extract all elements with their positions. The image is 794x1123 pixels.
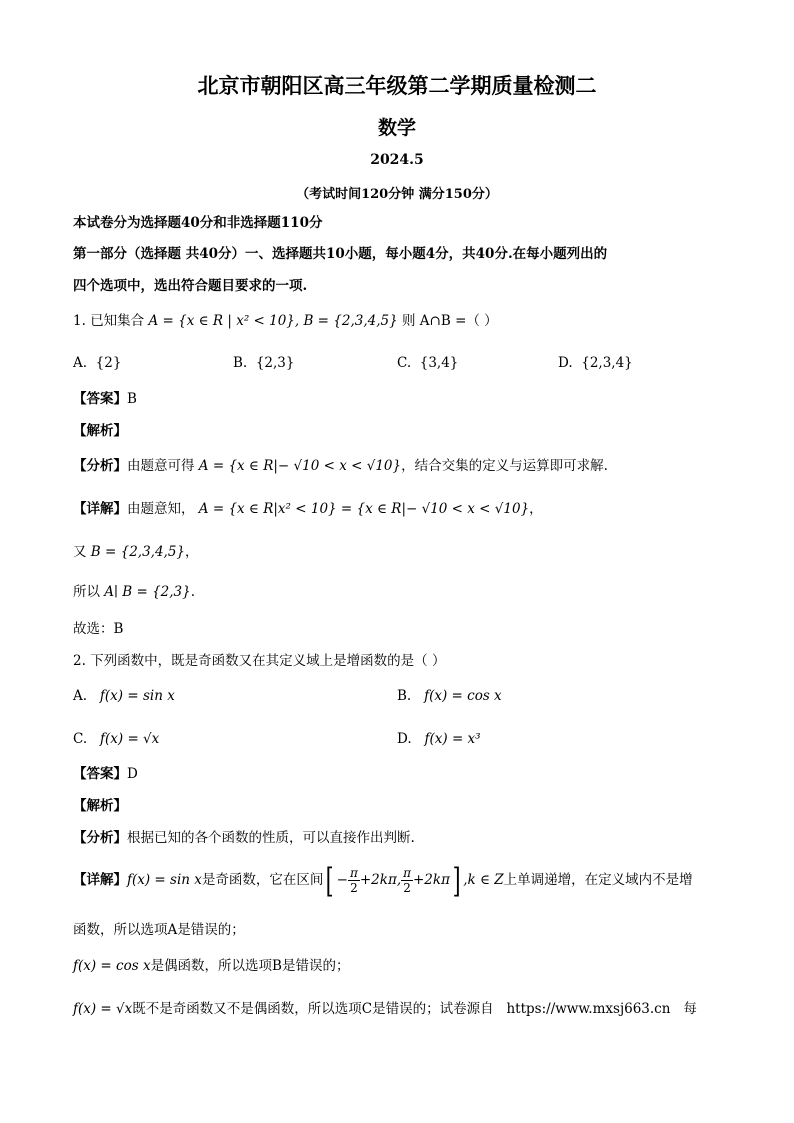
q1-detail-math: A = {x ∈ R|x² < 10} = {x ∈ R|− √10 < x < √10} <box>198 501 530 517</box>
choice-label: 故选： <box>73 621 114 637</box>
q1-stem <box>73 312 498 330</box>
q1-detail <box>73 500 543 518</box>
q1-suoyi-math: A∣ B = {2,3} <box>104 584 191 600</box>
q2-answer <box>73 765 138 783</box>
fenxi-label: 【分析】 <box>73 830 127 846</box>
q1-option-c-text: {3,4} <box>419 355 459 371</box>
detail-label: 【详解】 <box>73 501 127 517</box>
q2-sqrt-line <box>73 1000 697 1018</box>
intro-line-3: 四个选项中，选出符合题目要求的一项. <box>73 278 308 294</box>
q1-suoyi-suffix: . <box>190 584 196 600</box>
q2-option-a <box>73 687 175 705</box>
q1-stem-suffix: 则 A∩B =（ ） <box>402 313 498 329</box>
q1-you-math: B = {2,3,4,5} <box>90 544 186 560</box>
q1-stem-prefix: 已知集合 <box>90 313 145 329</box>
q2-cos-math: f(x) = cos x <box>73 958 151 974</box>
q2-cos-text: 是偶函数，所以选项B是错误的； <box>150 958 350 974</box>
q2-option-d-text: f(x) = x³ <box>424 731 481 747</box>
q2-cos-line <box>73 957 349 975</box>
q2-option-c-label: C. <box>73 731 88 747</box>
analysis-label: 【解析】 <box>73 423 127 439</box>
q1-option-a <box>73 354 121 372</box>
q2-option-b-text: f(x) = cos x <box>424 688 502 704</box>
q1-option-d-text: {2,3,4} <box>581 355 633 371</box>
q1-option-d <box>558 354 633 372</box>
q2-option-a-text: f(x) = sin x <box>99 688 175 704</box>
q1-line-you <box>73 543 199 561</box>
q1-answer-value: B <box>127 391 137 407</box>
q1-choice-value: B <box>113 621 124 637</box>
answer-label: 【答案】 <box>73 766 127 782</box>
q1-option-b-text: {2,3} <box>255 355 295 371</box>
q2-stem-text: 下列函数中，既是奇函数又在其定义域上是增函数的是（ ） <box>90 653 446 669</box>
q1-option-c <box>397 354 458 372</box>
q2-option-d-label: D. <box>397 731 412 747</box>
q1-analysis-label <box>73 422 127 440</box>
q1-you-prefix: 又 <box>73 544 87 560</box>
intro-line-2: 第一部分（选择题 共40分）一、选择题共10小题，每小题4分，共40分.在每小题列出的 <box>73 246 608 262</box>
q2-number: 2. <box>73 653 86 669</box>
q1-number: 1. <box>73 313 86 329</box>
q1-line-suoyi <box>73 583 195 601</box>
q1-choice <box>73 620 123 638</box>
q2-fenxi-text: 根据已知的各个函数的性质，可以直接作出判断. <box>127 830 415 846</box>
q1-suoyi-prefix: 所以 <box>73 584 100 600</box>
q2-fenxi <box>73 829 415 847</box>
q1-fenxi <box>73 457 608 475</box>
q2-option-c-text: f(x) = √x <box>100 731 160 747</box>
subject-title: 数学 <box>377 117 416 139</box>
pi-over-2-fraction: $\frac{\pi}{2}$ <box>349 866 358 895</box>
q2-stem <box>73 652 445 670</box>
q2-detail-text1: 是奇函数，它在区间 <box>201 872 324 888</box>
fenxi-label: 【分析】 <box>73 458 127 474</box>
analysis-label: 【解析】 <box>73 798 127 814</box>
q1-detail-prefix: 由题意知， <box>127 501 195 517</box>
pi-over-2-fraction: $\frac{\pi}{2}$ <box>403 866 411 895</box>
answer-label: 【答案】 <box>73 391 127 407</box>
q1-option-b <box>233 354 294 372</box>
q1-fenxi-math: A = {x ∈ R|− √10 < x < √10} <box>198 458 402 474</box>
q2-detail-text2: 上单调递增，在定义域内不是增 <box>503 872 693 888</box>
left-bracket-icon: [ <box>326 860 335 901</box>
q1-you-suffix: ， <box>185 544 199 560</box>
q2-answer-value: D <box>127 766 138 782</box>
q1-fenxi-suffix: ，结合交集的定义与运算即可求解. <box>401 458 608 474</box>
q1-set-b: , B = {2,3,4,5} <box>294 313 398 329</box>
q2-detail-line2: 函数，所以选项A是错误的； <box>73 922 245 938</box>
q2-detail-sin: f(x) = sin x <box>127 872 202 888</box>
q1-option-a-text: {2} <box>95 355 122 371</box>
q1-fenxi-prefix: 由题意可得 <box>127 458 195 474</box>
q2-analysis-label <box>73 797 127 815</box>
source-url: https://www.mxsj663.cn <box>506 1001 671 1017</box>
q2-option-d <box>397 730 481 748</box>
q1-option-b-label: B. <box>233 355 248 371</box>
q1-set-a: A = {x ∈ R | x² < 10} <box>148 313 295 329</box>
q1-detail-suffix: ， <box>529 501 543 517</box>
page-title: 北京市朝阳区高三年级第二学期质量检测二 <box>197 73 597 98</box>
q2-option-b <box>397 687 502 705</box>
detail-label: 【详解】 <box>73 872 127 888</box>
exam-info: （考试时间120分钟 满分150分） <box>296 187 498 202</box>
q2-option-b-label: B. <box>397 688 412 704</box>
tail-text: 每 <box>683 1001 697 1017</box>
q1-option-c-label: C. <box>397 355 412 371</box>
q2-sqrt-math: f(x) = √x <box>73 1001 133 1017</box>
q1-option-a-label: A. <box>73 355 88 371</box>
q1-answer <box>73 390 137 408</box>
q2-option-a-label: A. <box>73 688 88 704</box>
q2-detail: 【详解】f(x) = sin x是奇函数，它在区间[ − $\frac{\pi}{2}$ +2kπ, $\frac{\pi}{2}$ +2kπ] ,k ∈ Z上单调递增，在定义域内不是增 <box>73 860 693 901</box>
q2-option-c <box>73 730 159 748</box>
q1-option-d-label: D. <box>558 355 573 371</box>
q2-sqrt-text: 既不是奇函数又不是偶函数，所以选项C是错误的；试卷源自 <box>132 1001 494 1017</box>
exam-date: 2024.5 <box>370 152 424 168</box>
right-bracket-icon: ] <box>452 860 461 901</box>
intro-line-1: 本试卷分为选择题40分和非选择题110分 <box>73 215 323 231</box>
